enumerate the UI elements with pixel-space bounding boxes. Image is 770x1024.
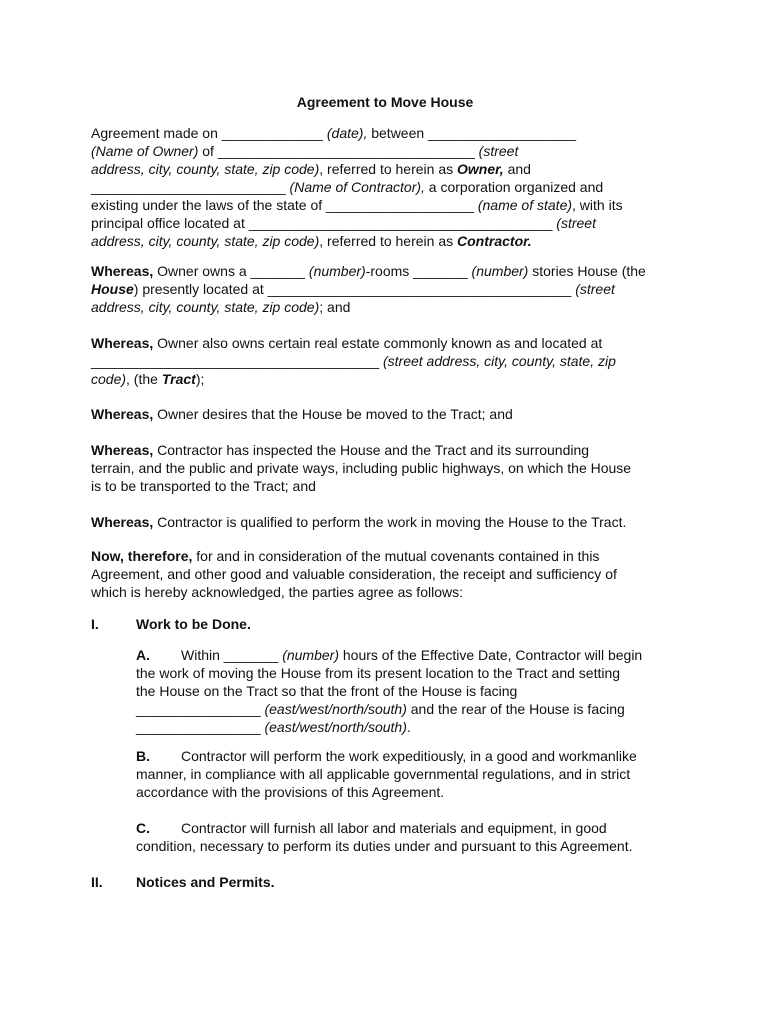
text: ); (195, 371, 205, 387)
whereas-label: Whereas, (91, 335, 154, 351)
section-title: Work to be Done. (136, 616, 251, 632)
text: , (the (126, 371, 162, 387)
item-b (136, 747, 686, 801)
whereas-label: Whereas, (91, 263, 154, 279)
intro-line (91, 214, 691, 232)
document-title: Agreement to Move House (296, 94, 474, 110)
section-title: Notices and Permits. (136, 874, 275, 890)
paragraph-line (91, 334, 691, 352)
paragraph-line: accordance with the provisions of this Agreement. (136, 784, 445, 800)
blank: _____________ (221, 125, 323, 141)
blank: _____________________________________ (91, 353, 383, 369)
now-therefore-label: Now, therefore, (91, 548, 193, 564)
defined-term: House (91, 281, 134, 297)
item-label: A. (136, 647, 150, 663)
placeholder-text: (street (556, 215, 596, 231)
paragraph-line (91, 405, 691, 423)
paragraph-line: terrain, and the public and private ways, including public highways, on which the House (91, 460, 632, 476)
text: between ___________________ (367, 125, 576, 141)
text: stories House (the (528, 263, 646, 279)
whereas-paragraph-4 (91, 441, 691, 495)
paragraph-line: which is hereby acknowledged, the parties agree as follows: (91, 584, 463, 600)
text: of _________________________________ (198, 143, 479, 159)
intro-line (91, 178, 691, 196)
paragraph-line (136, 700, 686, 718)
text: principal office located at _______________________________________ (91, 215, 557, 231)
item-label: B. (136, 748, 150, 764)
paragraph-line (136, 747, 686, 765)
paragraph-line (91, 513, 691, 531)
text: hours of the Effective Date, Contractor will begin (338, 647, 643, 663)
text: Within _______ (181, 647, 283, 663)
paragraph-line: condition, necessary to perform its duties under and pursuant to this Agreement. (136, 838, 633, 854)
intro-line (91, 196, 691, 214)
paragraph-line: manner, in compliance with all applicable governmental regulations, and in strict (136, 766, 631, 782)
text: Owner owns a _______ (153, 263, 309, 279)
now-therefore-paragraph (91, 547, 691, 601)
paragraph-line (91, 280, 691, 298)
item-c (136, 819, 686, 855)
intro-line (91, 124, 691, 142)
text: ) presently located at _______________________________________ (133, 281, 576, 297)
paragraph-line (91, 547, 691, 565)
paragraph-line (136, 718, 686, 736)
text: Contractor will perform the work expeditiously, in a good and workmanlike (181, 748, 637, 764)
placeholder-text: (east/west/north/south) (264, 719, 407, 735)
whereas-label: Whereas, (91, 406, 154, 422)
placeholder-text: (name of state) (477, 197, 573, 213)
paragraph-line (91, 370, 691, 388)
text: Agreement made on (91, 125, 222, 141)
paragraph-line: is to be transported to the Tract; and (91, 478, 316, 494)
section-number: I. (91, 616, 99, 632)
paragraph-line (91, 441, 691, 459)
item-a (136, 646, 686, 736)
text: . (406, 719, 411, 735)
whereas-paragraph-5 (91, 513, 691, 531)
paragraph-line (136, 819, 686, 837)
paragraph-line (91, 352, 691, 370)
text: and (503, 161, 531, 177)
text: Contractor has inspected the House and the Tract and its surrounding (153, 442, 590, 458)
placeholder-text: (number) (282, 647, 339, 663)
placeholder-text: (east/west/north/south) (264, 701, 407, 717)
text: , referred to herein as (319, 161, 458, 177)
blank: _________________________ (91, 179, 290, 195)
intro-paragraph (91, 124, 691, 250)
defined-term: Contractor. (457, 233, 532, 249)
placeholder-text: (street address, city, county, state, zip (382, 353, 616, 369)
text: a corporation organized and (424, 179, 604, 195)
paragraph-line (91, 262, 691, 280)
defined-term: Owner, (457, 161, 504, 177)
text: Owner desires that the House be moved to the Tract; and (153, 406, 513, 422)
paragraph-line (136, 646, 686, 664)
placeholder-text: (Name of Owner) (91, 143, 199, 159)
text: Owner also owns certain real estate commonly known as and located at (153, 335, 603, 351)
placeholder-text: (number) (308, 263, 366, 279)
placeholder-text: (Name of Contractor), (289, 179, 425, 195)
blank: ________________ (136, 719, 265, 735)
whereas-paragraph-2 (91, 334, 691, 388)
whereas-paragraph-1 (91, 262, 691, 316)
text: -rooms _______ (365, 263, 472, 279)
placeholder-text: (street (575, 281, 615, 297)
whereas-label: Whereas, (91, 514, 154, 530)
defined-term: Tract (161, 371, 196, 387)
text: Contractor will furnish all labor and materials and equipment, in good (181, 820, 607, 836)
text: , referred to herein as (319, 233, 458, 249)
intro-line (91, 232, 691, 250)
text: , with its (572, 197, 623, 213)
blank: ________________ (136, 701, 265, 717)
whereas-label: Whereas, (91, 442, 154, 458)
paragraph-line: Agreement, and other good and valuable consideration, the receipt and sufficiency of (91, 566, 617, 582)
paragraph-line (91, 298, 691, 316)
placeholder-text: code) (91, 371, 127, 387)
text: Contractor is qualified to perform the work in moving the House to the Tract. (153, 514, 627, 530)
text: for and in consideration of the mutual covenants contained in this (192, 548, 600, 564)
placeholder-text: address, city, county, state, zip code) (91, 233, 320, 249)
paragraph-line: the House on the Tract so that the front of the House is facing (136, 683, 518, 699)
paragraph-line: the work of moving the House from its present location to the Tract and setting (136, 665, 621, 681)
intro-line (91, 142, 691, 160)
whereas-paragraph-3 (91, 405, 691, 423)
text: and the rear of the House is facing (406, 701, 625, 717)
placeholder-text: (number) (471, 263, 529, 279)
placeholder-text: (date), (322, 125, 368, 141)
text: existing under the laws of the state of ___________________ (91, 197, 478, 213)
text: ; and (319, 299, 351, 315)
section-number: II. (91, 874, 103, 890)
placeholder-text: (street (478, 143, 519, 159)
placeholder-text: address, city, county, state, zip code) (91, 299, 320, 315)
placeholder-text: address, city, county, state, zip code) (91, 161, 320, 177)
item-label: C. (136, 820, 150, 836)
intro-line (91, 160, 691, 178)
